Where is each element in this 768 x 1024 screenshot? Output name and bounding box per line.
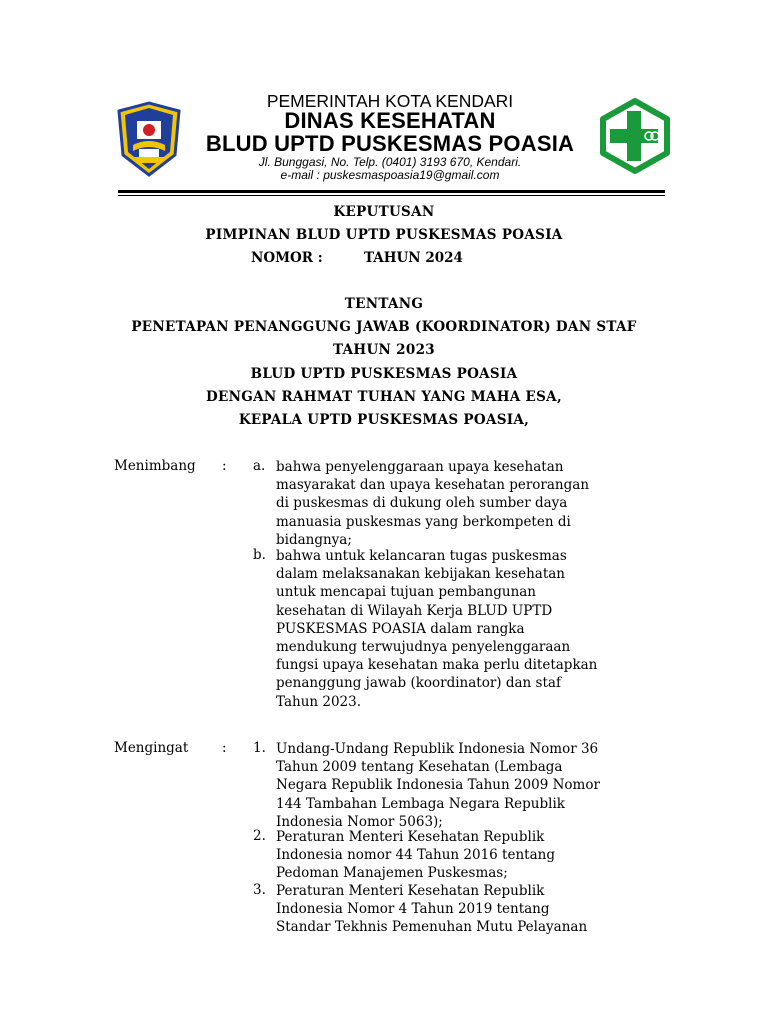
- subject-line-2: TAHUN 2023: [333, 342, 435, 358]
- text-line: Tahun 2009 tentang Kesehatan (Lembaga: [276, 759, 563, 776]
- text-line: dalam melaksanakan kebijakan kesehatan: [276, 566, 565, 583]
- text-line: manuasia puskesmas yang berkompeten di: [276, 513, 571, 530]
- text-line: 144 Tambahan Lembaga Negara Republik: [276, 795, 565, 812]
- mengingat-item-2-marker: 2.: [253, 828, 266, 844]
- text-line: bahwa penyelenggaraan upaya kesehatan: [276, 459, 564, 475]
- letterhead-email: e-mail : puskesmaspoasia19@gmail.com: [280, 168, 500, 182]
- invocation-line: DENGAN RAHMAT TUHAN YANG MAHA ESA,: [206, 389, 562, 405]
- menimbang-item-a-marker: a.: [253, 458, 266, 474]
- letterhead-institution: BLUD UPTD PUSKESMAS POASIA: [205, 131, 575, 156]
- menimbang-item-b: [276, 547, 626, 711]
- subject-line-1: PENETAPAN PENANGGUNG JAWAB (KOORDINATOR) DAN STAF: [131, 319, 637, 335]
- text-line: Standar Tekhnis Pemenuhan Mutu Pelayanan: [276, 919, 588, 936]
- menimbang-item-b-marker: b.: [253, 547, 266, 563]
- mengingat-item-3-marker: 3.: [253, 882, 266, 898]
- text-line: Undang-Undang Republik Indonesia Nomor 36: [276, 741, 599, 757]
- letterhead-department: DINAS KESEHATAN: [284, 108, 496, 133]
- mengingat-colon: :: [222, 740, 227, 756]
- text-line: PUSKESMAS POASIA dalam rangka: [276, 620, 525, 637]
- text-line: Pedoman Manajemen Puskesmas;: [276, 865, 508, 882]
- text-line: Indonesia Nomor 5063);: [276, 813, 443, 830]
- menimbang-item-a: [276, 458, 626, 549]
- text-line: Indonesia nomor 44 Tahun 2016 tentang: [276, 847, 555, 864]
- letterhead-government: PEMERINTAH KOTA KENDARI: [266, 91, 514, 111]
- text-line: mendukung terwujudnya penyelenggaraan: [276, 639, 571, 656]
- subject-line-3: BLUD UPTD PUSKESMAS POASIA: [250, 366, 518, 382]
- nomor-label: NOMOR :: [251, 250, 323, 266]
- mengingat-item-1-marker: 1.: [253, 740, 266, 756]
- letterhead: [0, 0, 768, 200]
- text-line: masyarakat dan upaya kesehatan perorangan: [276, 477, 590, 494]
- kendari-emblem-icon: [109, 99, 189, 179]
- mengingat-item-3: [276, 882, 626, 937]
- text-line: di puskesmas di dukung oleh sumber daya: [276, 495, 568, 512]
- text-line: penanggung jawab (koordinator) dan staf: [276, 675, 561, 692]
- mengingat-item-1: [276, 740, 626, 831]
- letterhead-address: Jl. Bunggasi, No. Telp. (0401) 3193 670, Kendari.: [258, 155, 522, 169]
- text-line: kesehatan di Wilayah Kerja BLUD UPTD: [276, 602, 553, 619]
- document-issuer: PIMPINAN BLUD UPTD PUSKESMAS POASIA: [205, 227, 563, 243]
- text-line: bidangnya;: [276, 531, 352, 548]
- official-title-line: KEPALA UPTD PUSKESMAS POASIA,: [238, 412, 530, 428]
- mengingat-item-2: [276, 828, 626, 883]
- nomor-value: TAHUN 2024: [364, 250, 463, 266]
- text-line: Negara Republik Indonesia Tahun 2009 Nomor: [276, 777, 600, 794]
- text-line: Peraturan Menteri Kesehatan Republik: [276, 829, 545, 845]
- mengingat-label: Mengingat: [114, 740, 189, 756]
- text-line: Indonesia Nomor 4 Tahun 2019 tentang: [276, 901, 550, 918]
- menimbang-colon: :: [222, 458, 227, 474]
- tentang-heading: TENTANG: [344, 296, 424, 312]
- text-line: Tahun 2023.: [276, 693, 362, 710]
- text-line: untuk mencapai tujuan pembangunan: [276, 584, 537, 601]
- document-title: KEPUTUSAN: [333, 204, 435, 220]
- text-line: Peraturan Menteri Kesehatan Republik: [276, 883, 545, 899]
- letterhead-divider-thin: [118, 195, 665, 196]
- text-line: bahwa untuk kelancaran tugas puskesmas: [276, 548, 567, 564]
- menimbang-label: Menimbang: [114, 458, 196, 474]
- text-line: fungsi upaya kesehatan maka perlu ditetapkan: [276, 657, 598, 674]
- puskesmas-cross-icon: [599, 98, 671, 174]
- letterhead-divider-thick: [118, 190, 665, 193]
